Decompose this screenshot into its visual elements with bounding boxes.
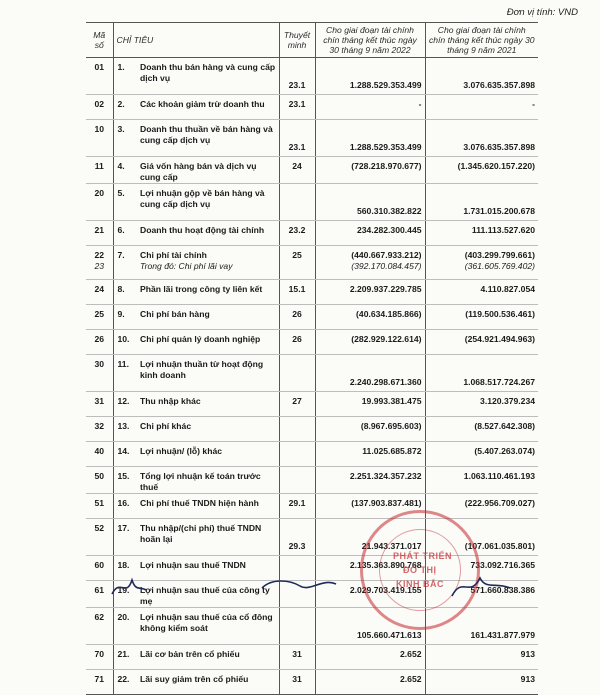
table-row <box>86 645 538 670</box>
row-code <box>86 280 113 305</box>
row-label <box>137 467 279 494</box>
row-code-value: 31 <box>94 396 105 406</box>
table-row <box>86 120 538 157</box>
row-index <box>113 120 137 157</box>
row-value-2021-value: 3.076.635.357.898 <box>463 80 536 90</box>
row-note <box>279 184 315 221</box>
row-index <box>113 95 137 120</box>
row-index-value: 12. <box>117 396 130 406</box>
row-index <box>113 670 137 695</box>
row-value-2022 <box>315 417 425 442</box>
row-code-value: 26 <box>94 334 105 344</box>
table-row <box>86 670 538 695</box>
table-row <box>86 442 538 467</box>
row-label-value: Chi phí quản lý doanh nghiệp <box>140 334 261 344</box>
row-index-value: 7. <box>117 250 125 260</box>
header-code: Mã số <box>86 23 113 58</box>
row-label-sub: Trong đó: Chi phí lãi vay <box>140 261 233 271</box>
row-value-2022 <box>315 95 425 120</box>
row-note <box>279 355 315 392</box>
table-header <box>86 23 538 58</box>
row-value-2022-value: (8.967.695.603) <box>360 421 422 431</box>
table-row <box>86 58 538 95</box>
row-index-value: 9. <box>117 309 125 319</box>
row-code-value: 32 <box>94 421 105 431</box>
row-note-value: 15.1 <box>288 284 306 294</box>
row-label-value: Tổng lợi nhuận kế toán trước thuế <box>140 471 261 492</box>
row-index-value: 11. <box>117 359 129 369</box>
row-label-value: Giá vốn hàng bán và dịch vụ cung cấp <box>140 161 257 182</box>
row-note-value: 26 <box>292 309 302 319</box>
row-code-value: 62 <box>94 612 105 622</box>
row-value-2021 <box>425 467 538 494</box>
row-note <box>279 417 315 442</box>
row-label <box>137 280 279 305</box>
row-index-value: 8. <box>117 284 125 294</box>
row-value-2022 <box>315 184 425 221</box>
row-index <box>113 184 137 221</box>
stamp-line1: PHÁT TRIỂN <box>393 551 452 561</box>
signatures <box>0 572 600 600</box>
row-index-value: 17. <box>117 523 130 533</box>
row-note-value: 31 <box>292 674 302 684</box>
row-note-value: 23.1 <box>288 142 306 152</box>
row-label-value: Chi phí khác <box>140 421 192 431</box>
row-code <box>86 355 113 392</box>
row-label-value: Lợi nhuận gộp về bán hàng và cung cấp dịch vụ <box>140 188 265 209</box>
row-index <box>113 280 137 305</box>
row-value-2021 <box>425 305 538 330</box>
row-code-value: 21 <box>94 225 105 235</box>
row-note-value: 29.3 <box>288 541 306 551</box>
row-code <box>86 494 113 519</box>
row-label <box>137 392 279 417</box>
row-note-value: 26 <box>292 334 302 344</box>
row-value-2022 <box>315 246 425 280</box>
row-value-2022 <box>315 221 425 246</box>
row-note <box>279 645 315 670</box>
row-value-2022-value: 1.288.529.353.499 <box>349 80 422 90</box>
row-note <box>279 157 315 184</box>
row-label <box>137 120 279 157</box>
row-index-value: 4. <box>117 161 125 171</box>
row-label <box>137 670 279 695</box>
unit-label: Đơn vị tính: VND <box>506 7 578 18</box>
row-value-2021-value: (5.407.263.074) <box>474 446 536 456</box>
row-value-2021 <box>425 184 538 221</box>
row-note <box>279 120 315 157</box>
row-code <box>86 442 113 467</box>
row-code <box>86 330 113 355</box>
row-index <box>113 392 137 417</box>
row-label-value: Lợi nhuận thuần từ hoạt động kinh doanh <box>140 359 264 380</box>
row-value-2022 <box>315 467 425 494</box>
row-value-2022-value: 2.240.298.671.360 <box>349 377 422 387</box>
row-note <box>279 442 315 467</box>
table-row <box>86 355 538 392</box>
row-code <box>86 670 113 695</box>
row-index <box>113 58 137 95</box>
row-note <box>279 467 315 494</box>
row-value-2021-value: (119.500.536.461) <box>465 309 536 319</box>
company-stamp <box>360 510 480 630</box>
row-value-2022 <box>315 330 425 355</box>
row-value-2021-value: (222.956.709.027) <box>464 498 536 508</box>
signature-preparer <box>112 580 146 594</box>
row-label <box>137 95 279 120</box>
row-value-2021 <box>425 95 538 120</box>
row-code-value: 11 <box>94 161 104 171</box>
table-row <box>86 95 538 120</box>
row-code <box>86 246 113 280</box>
row-code-value: 71 <box>94 674 105 684</box>
row-value-2021-value: 3.120.379.234 <box>480 396 536 406</box>
row-value-2021-value: 1.731.015.200.678 <box>463 206 536 216</box>
table-row <box>86 305 538 330</box>
row-value-2022-value: (137.903.837.481) <box>351 498 422 508</box>
table-row <box>86 467 538 494</box>
row-label-value: Lợi nhuận/ (lỗ) khác <box>140 446 223 456</box>
row-code <box>86 221 113 246</box>
row-value-2022-value: 21.943.371.017 <box>361 541 422 551</box>
row-value-2022-value: (40.634.185.866) <box>356 309 422 319</box>
row-note <box>279 58 315 95</box>
row-value-2021-value: 1.068.517.724.267 <box>463 377 536 387</box>
row-label-value: Các khoản giảm trừ doanh thu <box>140 99 265 109</box>
row-label-value: Chi phí bán hàng <box>140 309 210 319</box>
row-value-2021 <box>425 58 538 95</box>
row-label-value: Doanh thu thuần về bán hàng và cung cấp dịch vụ <box>140 124 273 145</box>
row-note <box>279 221 315 246</box>
row-note-value: 23.1 <box>288 99 306 109</box>
row-code-value: 60 <box>94 560 105 570</box>
row-value-2022 <box>315 392 425 417</box>
row-index-value: 6. <box>117 225 125 235</box>
row-value-2021-value: (1.345.620.157.220) <box>457 161 536 171</box>
row-code-value: 61 <box>94 585 105 595</box>
row-label-value: Doanh thu hoạt động tài chính <box>140 225 265 235</box>
header-item: CHỈ TIÊU <box>113 23 279 58</box>
row-code-value: 02 <box>94 99 105 109</box>
row-note <box>279 392 315 417</box>
row-label <box>137 417 279 442</box>
row-index <box>113 221 137 246</box>
row-value-2022-value: - <box>418 99 422 109</box>
row-code <box>86 184 113 221</box>
row-code <box>86 157 113 184</box>
row-index-value: 21. <box>117 649 130 659</box>
row-index-value: 22. <box>117 674 130 684</box>
row-index <box>113 645 137 670</box>
row-value-2022-value: 2.209.937.229.785 <box>349 284 422 294</box>
row-code <box>86 305 113 330</box>
row-value-2022 <box>315 280 425 305</box>
row-label-value: Chi phí tài chính <box>140 250 207 260</box>
row-label <box>137 355 279 392</box>
row-code-value: 25 <box>94 309 105 319</box>
row-index-value: 3. <box>117 124 125 134</box>
row-index <box>113 608 137 645</box>
row-label-value: Lợi nhuận sau thuế TNDN <box>140 560 246 570</box>
row-value-2021-value: (254.921.494.963) <box>464 334 536 344</box>
row-label <box>137 608 279 645</box>
row-label <box>137 519 279 556</box>
row-code <box>86 519 113 556</box>
row-value-2021 <box>425 221 538 246</box>
row-value-2022-value: (728.218.970.677) <box>351 161 422 171</box>
row-code <box>86 645 113 670</box>
row-index-value: 19. <box>117 585 130 595</box>
signature-director <box>452 578 510 596</box>
row-note <box>279 494 315 519</box>
row-value-2021 <box>425 392 538 417</box>
row-value-2022-value: 1.288.529.353.499 <box>349 142 422 152</box>
row-note-value: 25 <box>292 250 302 260</box>
table-row <box>86 280 538 305</box>
row-value-2021 <box>425 246 538 280</box>
row-label <box>137 246 279 280</box>
row-index <box>113 467 137 494</box>
row-label <box>137 442 279 467</box>
row-label <box>137 330 279 355</box>
row-value-2022 <box>315 157 425 184</box>
row-code-value: 51 <box>94 498 105 508</box>
row-value-2022 <box>315 645 425 670</box>
row-value-2022-value: 11.025.685.872 <box>362 446 422 456</box>
row-index-value: 13. <box>117 421 130 431</box>
row-value-2021 <box>425 670 538 695</box>
header-period-2022: Cho giai đoạn tài chính chín tháng kết thúc ngày 30 tháng 9 năm 2022 <box>315 23 425 58</box>
row-value-2021 <box>425 120 538 157</box>
row-value-2021 <box>425 645 538 670</box>
row-label-value: Chi phí thuế TNDN hiện hành <box>140 498 259 508</box>
header-period-2021: Cho giai đoạn tài chính chín tháng kết thúc ngày 30 tháng 9 năm 2021 <box>425 23 538 58</box>
row-label <box>137 221 279 246</box>
row-index <box>113 519 137 556</box>
row-code-value: 10 <box>94 124 105 134</box>
row-value-2021-value: 4.110.827.054 <box>480 284 536 294</box>
row-value-2021 <box>425 157 538 184</box>
row-code-sub: 23 <box>94 261 105 271</box>
row-code-value: 50 <box>94 471 105 481</box>
row-value-2022-value: 2.029.703.419.155 <box>349 585 422 595</box>
row-label-value: Lợi nhuận sau thuế của cổ đông không kiểm soát <box>140 612 273 633</box>
row-index <box>113 417 137 442</box>
row-index <box>113 494 137 519</box>
row-note-value: 23.1 <box>288 80 306 90</box>
row-value-2021-value: 1.063.110.461.193 <box>463 471 536 481</box>
row-index-value: 5. <box>117 188 125 198</box>
row-value-2021-value: 3.076.635.357.898 <box>463 142 536 152</box>
row-code <box>86 58 113 95</box>
row-value-2021-value: 913 <box>520 674 536 684</box>
row-value-2022-value: 19.993.381.475 <box>361 396 422 406</box>
row-code-value: 01 <box>94 62 105 72</box>
row-value-2022 <box>315 670 425 695</box>
row-value-2022-value: 2.135.363.890.768 <box>349 560 422 570</box>
row-value-2022-value: 105.660.471.613 <box>356 630 422 640</box>
row-note <box>279 519 315 556</box>
table-row <box>86 157 538 184</box>
row-note <box>279 670 315 695</box>
row-index-value: 2. <box>117 99 125 109</box>
row-code <box>86 392 113 417</box>
row-code-value: 52 <box>94 523 105 533</box>
row-value-2021-value: (107.061.035.801) <box>464 541 536 551</box>
row-value-2022-value: 560.310.382.822 <box>356 206 422 216</box>
row-note <box>279 95 315 120</box>
row-value-2021-value: 913 <box>520 649 536 659</box>
row-code <box>86 95 113 120</box>
row-value-2021-value: 111.113.527.620 <box>471 225 536 235</box>
row-value-2021-value: 161.431.877.979 <box>470 630 536 640</box>
row-value-2021-value: 571.660.838.386 <box>470 585 536 595</box>
row-note-value: 24 <box>292 161 302 171</box>
stamp-line3: KINH BẮC <box>396 579 444 589</box>
row-label <box>137 58 279 95</box>
row-value-2022 <box>315 58 425 95</box>
row-index <box>113 246 137 280</box>
row-index <box>113 157 137 184</box>
row-index-value: 10. <box>117 334 130 344</box>
row-value-2021-value: - <box>532 99 536 109</box>
row-label <box>137 184 279 221</box>
row-label-value: Lợi nhuận sau thuế của công ty mẹ <box>140 585 270 606</box>
row-value-2021 <box>425 442 538 467</box>
row-value-2022 <box>315 355 425 392</box>
row-index <box>113 355 137 392</box>
row-index-value: 1. <box>117 62 125 72</box>
row-value-2021 <box>425 355 538 392</box>
row-code-value: 24 <box>94 284 105 294</box>
row-code-value: 70 <box>94 649 105 659</box>
row-label-value: Lãi cơ bản trên cổ phiếu <box>140 649 240 659</box>
signature-accountant <box>262 581 336 588</box>
row-index <box>113 330 137 355</box>
row-code-value: 30 <box>94 359 105 369</box>
table-row <box>86 608 538 645</box>
row-index-value: 15. <box>117 471 130 481</box>
table-row <box>86 330 538 355</box>
row-value-2022-value: 2.251.324.357.232 <box>349 471 422 481</box>
row-label-value: Thu nhập khác <box>140 396 201 406</box>
row-index-value: 16. <box>117 498 130 508</box>
stamp-line2: ĐÔ THỊ <box>403 565 437 575</box>
row-code-value: 20 <box>94 188 105 198</box>
row-note-value: 27 <box>292 396 302 406</box>
table-row <box>86 221 538 246</box>
row-value-2022 <box>315 442 425 467</box>
table-row <box>86 184 538 221</box>
table-row <box>86 392 538 417</box>
row-index <box>113 442 137 467</box>
row-value-2021 <box>425 417 538 442</box>
row-note <box>279 280 315 305</box>
row-label-value: Thu nhập/(chi phí) thuế TNDN hoãn lại <box>140 523 262 544</box>
row-code-value: 22 <box>94 250 105 260</box>
row-value-2021-value: (403.299.799.661) <box>464 250 536 260</box>
header-note: Thuyết minh <box>279 23 315 58</box>
row-value-2022 <box>315 305 425 330</box>
row-note-value: 29.1 <box>288 498 306 508</box>
row-value-2022-value: 234.282.300.445 <box>356 225 422 235</box>
row-value-2021-value: (8.527.642.308) <box>474 421 536 431</box>
row-value-2022-value: (440.667.933.212) <box>351 250 422 260</box>
row-code <box>86 608 113 645</box>
row-value-2021 <box>425 280 538 305</box>
row-code <box>86 120 113 157</box>
row-value-2022 <box>315 120 425 157</box>
row-note-value: 31 <box>292 649 302 659</box>
row-code <box>86 417 113 442</box>
row-value-2022-value: (282.929.122.614) <box>351 334 422 344</box>
row-label <box>137 645 279 670</box>
row-note <box>279 305 315 330</box>
row-value-2022-value: 2.652 <box>400 649 422 659</box>
row-label <box>137 305 279 330</box>
row-note-value: 23.2 <box>288 225 306 235</box>
row-value-2022-sub: (392.170.084.457) <box>351 261 422 271</box>
row-label <box>137 157 279 184</box>
row-label-value: Phần lãi trong công ty liên kết <box>140 284 263 294</box>
row-index-value: 20. <box>117 612 130 622</box>
row-note <box>279 246 315 280</box>
table-row <box>86 246 538 280</box>
row-index-value: 18. <box>117 560 130 570</box>
row-code <box>86 467 113 494</box>
row-index <box>113 305 137 330</box>
row-note <box>279 608 315 645</box>
row-value-2021-value: 733.092.716.365 <box>470 560 536 570</box>
row-code-value: 40 <box>94 446 105 456</box>
row-index-value: 14. <box>117 446 130 456</box>
row-label-value: Lãi suy giảm trên cổ phiếu <box>140 674 249 684</box>
row-value-2021-sub: (361.605.769.402) <box>464 261 536 271</box>
row-value-2021 <box>425 330 538 355</box>
row-label-value: Doanh thu bán hàng và cung cấp dịch vụ <box>140 62 276 83</box>
row-label <box>137 494 279 519</box>
row-note <box>279 330 315 355</box>
table-row <box>86 494 538 519</box>
row-value-2022-value: 2.652 <box>400 674 422 684</box>
table-row <box>86 417 538 442</box>
